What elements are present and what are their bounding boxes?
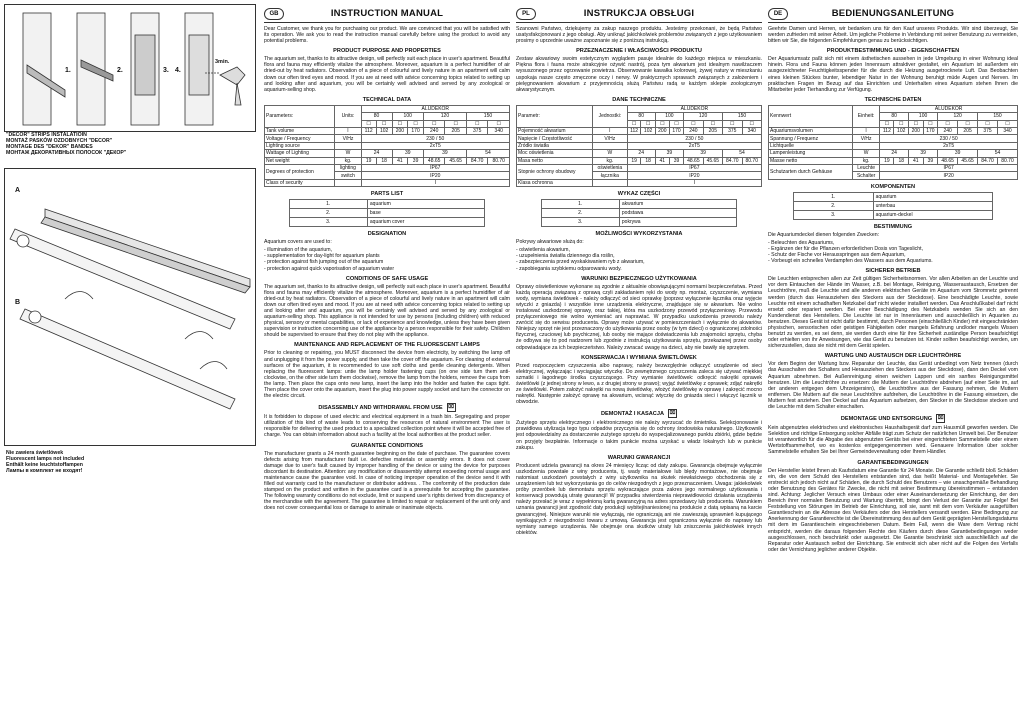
value-cell: 39 xyxy=(684,150,723,157)
row-label: Lampenleistung xyxy=(769,150,853,157)
brand-cell: ALUDEKOR xyxy=(361,105,509,112)
section-text: Vor dem Beginn der Wartung bzw. Reparatur der Leuchte, das Gerät unbedingt vom Netz trennen (durch das Ausschalten des Schalters und Herausziehen des Steckers aus der Steckdose), dann den Deckel vom Aquarium abnehmen. Bei Außenreinigung einen weichen Lappen und ein sanftes Reinigungsmittel benutzen. Um die Leuchtröhre zu ersetzen: die Muttern der Leuchtröhre abdrehen (auf einer Seite im, auf der anderen entgegen dem Uhrzeigersinn), die Leuchtröhre aus der Fassung nehmen, die Muttern entfernen. Die Muttern auf die neue Leuchtröhre aufdrehen, die Leuchtröhre in die Fassung einsetzen, die Muttern fest anziehen. Den Deckel auf das Aquarium aufsetzen, den Stecker in die Steckdose stecken und die Leuchte mit dem Schalter einschalten. xyxy=(768,361,1018,410)
value-cell: 80.70 xyxy=(997,157,1017,164)
step-label-2: 2. xyxy=(117,67,123,74)
section-heading: TECHNICAL DATA xyxy=(362,96,412,103)
value-cell: 340 xyxy=(488,128,510,135)
value-cell: 170 xyxy=(408,128,424,135)
units-label: Units: xyxy=(335,105,361,127)
list-item: - illumination of the aquarium, xyxy=(264,247,333,254)
section-heading: MOŻLIWOŚCI WYKORZYSTANIA xyxy=(595,231,683,238)
value-cell: 19 xyxy=(627,157,641,164)
value-cell: 112 xyxy=(361,128,376,135)
row-unit: Schalter xyxy=(852,172,879,179)
column-title: INSTRUCTION MANUAL xyxy=(330,8,444,19)
section-text: Pokrywy akwariowe służą do: xyxy=(516,239,584,246)
row-label: Aquariumsvolumen xyxy=(769,128,853,135)
value-cell: 18 xyxy=(641,157,655,164)
figure-label-a: A xyxy=(15,187,21,194)
value-cell: 340 xyxy=(997,128,1017,135)
recycle-bin-icon: ⌧ xyxy=(669,410,676,417)
value-cell: 45.65 xyxy=(703,157,722,164)
list-item: - oświetlenia akwarium, xyxy=(516,247,570,254)
value-cell: 41 xyxy=(909,157,924,164)
value-cell: 80.70 xyxy=(742,157,762,164)
value-cell: 41 xyxy=(655,157,669,164)
section-heading: KOMPONENTEN xyxy=(870,183,916,190)
part-name: aquarium xyxy=(873,192,992,201)
value-cell: 200 xyxy=(392,128,408,135)
value-cell: 24 xyxy=(627,150,655,157)
part-number: 1. xyxy=(794,192,874,201)
brand-cell: ALUDEKOR xyxy=(880,105,1018,112)
value-cell: 200 xyxy=(909,128,924,135)
row-label: Voltage / Frequency xyxy=(265,135,335,142)
value-cell: 2xT5 xyxy=(880,142,1018,149)
section-text: The manufacturer grants a 24 month guarantee beginning on the date of purchase. The guarantee covers defects arising from manufacturer fault i.e. defective materials or assembly errors. It does not cover damage due to user's fault caused by improper handling of the device or using the device for purposes discordant its destination. Attention: any modification or disassembly attempt exceeding normal usage and maintenance cause the guarantee void. In case of noticing improper operation of the device send it with filled out warranty card to the manufacturer or distributor address. . The conformity of the production date stamped on the product and written in the guarantee card is a prerequisite for accepting the guarantee. The following warranty conditions do not exclude, limit or suspend user's rights derived from discrepancy of the merchandise with the agreement. The guarantee is limited to repair or replacement of the unit only and does not cover consequential loss or damage to animate or inanimate objects. xyxy=(264,450,510,512)
part-name: aquarium-deckel xyxy=(873,210,992,219)
section-text: Prior to cleaning or repairing, you MUST disconnect the device from electricity, by switching the lamp off and unplugging it from the power supply, and then take the cover off the aquarium. For cleaning of external surfaces of the aquarium, it is recommended to use soft cloths and gentle cleaning detergents. When replacing the fluorescent lamps: untie the lamp holder fastening cups (on one side turn them anti-clockwise, on the other side turn them clockwise), remove the lamp from the holders, remove the cups from the lamp. Then place the caps onto new lamp, insert the lamp into the holder and fasten the caps tight. Then place the cover onto the aquarium, insert the plug into power supply socket and turn the connector on the electric circuit. xyxy=(264,350,510,400)
list-item: - Vorbeugt ein schnelles Verdampfen des Wassers aus dem Aquariums. xyxy=(768,258,933,265)
value-cell: 205 xyxy=(445,128,467,135)
section-heading xyxy=(516,409,762,418)
section-heading: SICHERER BETRIEB xyxy=(865,268,921,275)
part-name: aquarium cover xyxy=(367,218,484,227)
column-de xyxy=(768,8,1018,716)
size-cell: 120 xyxy=(684,113,723,120)
row-label: Degrees of protection xyxy=(265,164,335,179)
param-label: Kennwert xyxy=(769,105,853,127)
list-item: - supplementation for day-light for aquarium plants xyxy=(264,253,380,260)
part-name: akwarium xyxy=(619,200,736,209)
value-cell: 54 xyxy=(723,150,762,157)
row-label: Spannung / Frequenz xyxy=(769,135,853,142)
section-heading: GARANTIEBEDINGUNGEN xyxy=(857,459,929,466)
size-cell: 100 xyxy=(655,113,683,120)
language-badge: PL xyxy=(516,8,536,20)
section-text: Die Leuchten entsprechen allen zur Zeit gültigen Sicherheitsnormen. Vor allen Arbeiten an der Leuchte und vor dem Eintauchen der Hände im Wasser, z.B. bei Montage, Reinigung, Wasseraustausch, Ersetzen der Leuchtröhre, muß die Leuchte und alle anderen elektrischen Geräte im Aquarium vom Stromnetz getrennt werden (durch das Herausziehen des Steckers aus der Steckdose). Eine beschädigte Leuchte, sowie Leuchte mit einem schadhaften Netzkabel darf nicht wieder installiert werden. Das Anschlußkabel darf nicht ersetzt oder repariert werden. Bei einer Beschädigung des Netzkabels wenden Sie sich an den Kundendienst des Herstellers. Die Leuchte ist nur in Innenräumen und ausschließlich in Aquarien zu benutzen. Dieses Gerät ist nicht dafür bestimmt, durch Personen (einschließlich Kinder) mit eingeschränkten physischen, sensorischen oder geistigen Fähigkeiten oder mangels Erfahrung und/oder mangels Wissen benutzt zu werden, es sei denn, sie werden durch eine für ihre Sicherheit zuständige Person beaufsichtigt oder erhielten von ihr Anweisungen, wie das Gerät zu benutzen ist. Kinder sollten beaufsichtigt werden, um sicherzustellen, dass sie nicht mit dem Gerät spielen. xyxy=(768,276,1018,350)
lamps-not-included-caption xyxy=(6,450,84,474)
decor-strip-installation-figure xyxy=(4,4,256,132)
step-label-4: 4. xyxy=(175,67,181,74)
row-label: Napięcie / Częstotliwość xyxy=(517,135,593,142)
value-cell: IP20 xyxy=(361,172,509,179)
value-cell: 80.70 xyxy=(488,157,510,164)
section-heading: TECHNISCHE DATEN xyxy=(864,96,922,103)
caption-line: "DECOR" STRIPS INSTALATIOIN xyxy=(6,132,87,138)
value-cell: 340 xyxy=(742,128,762,135)
column-title: INSTRUKCJA OBSŁUGI xyxy=(583,8,695,19)
value-cell: I xyxy=(627,179,761,186)
value-cell: 230 / 50 xyxy=(880,135,1018,142)
value-cell: 18 xyxy=(894,157,909,164)
section-text: Aquarium covers are used to: xyxy=(264,239,332,246)
row-label: Schutzarten durch Gehäuse xyxy=(769,164,853,179)
param-label: Parameters: xyxy=(265,105,335,127)
row-unit: W xyxy=(852,150,879,157)
row-label: Lichtquelle xyxy=(769,142,853,149)
part-number: 1. xyxy=(289,200,367,209)
row-unit: W xyxy=(592,150,627,157)
units-label: Jednostki: xyxy=(592,105,627,127)
figure-label-b: B xyxy=(15,299,21,306)
part-number: 3. xyxy=(541,218,619,227)
technical-data-table: Parametr: Jednostki: ALUDEKOR 80 100 120 150 ☐ ☐ ☐ ☐ ☐ ☐ ☐ ☐ Pojemność akwarium l 112 102 200 170 240 205 375 340 Napięcie / Częstotliwość V/Hz 230 / 50 Źródło światła 2xT5 Moc oświetlenia W 24 39 39 54 Masa netto kg. 19 18 41 39 48.65 45.65 84.70 80.70 Stopnie ochrony obudowy oświetlenia IP67 łącznika IP20 Klasa ochronna I xyxy=(516,105,762,187)
section-heading: MAINTENANCE AND REPLACEMENT OF THE FLUORESCENT LAMPS xyxy=(294,342,480,349)
value-cell: 205 xyxy=(958,128,978,135)
lamp-assembly-figure xyxy=(4,168,256,446)
section-heading: PRODUKTBESTIMMUNG UND - EIGENSCHAFTEN xyxy=(826,48,960,55)
list-item: - zabezpieczenia przed wyskakiwaniem ryb z akwarium, xyxy=(516,259,645,266)
row-unit: V/Hz xyxy=(852,135,879,142)
size-cell: 100 xyxy=(909,113,938,120)
section-text: Der Hersteller leistet Ihnen ab Kaufsdatum eine Garantie für 24 Monate. Die Garantie schließt bloß Schäden ein, die von dem Schuld des Herstellers entstanden sind, das heißt Material- und Montagefehler. Sie erstreckt sich jedoch nicht auf Schäden, die durch Schuld des Benutzers – wie unsachgemäße Behandlung oder Benutzung des Gerätes für Zwecke, die nicht mit seiner Bestimmung übereinstimmen – entstanden sind. Achtung: Jeglicher Versuch eines Umbaus oder einer Auseinandersetzung der Einrichtung, der den Bereich ihrer normalen Benutzung und Wartung übertritt, bringt den Verlust der Garantie zur Folge! Bei Feststellung von Störungen im Betrieb der Einrichtung, soll sie, samt mit dem vom Verkäufer ausgefüllten Garantieschein an die Adresse des Verkäufers oder des Herstellers versandt werden. Eine Bedingung zur Anerkennung der Garantierechte ist die Übereinstimmung des auf dem Gerät geprägten Herstellungsdatums mit dem im Garantieschein eingeschriebenen Datum. Beim Fall, wenn die Ware dem Vertrag nicht entspricht, werden die daraus folgenden Rechte des Käufers durch diese Garantiebedingungen weder ausgeschlossen, noch beschränkt oder ausgesetzt. Die Garantie beschränkt sich ausschließlich auf die Reparatur oder Austausch selbst der Einrichtung. Sie erstreckt sich aber nicht auf die Folgen des Verfalls oder der Vernichtung jeglicher anderer Objekte. xyxy=(768,467,1018,553)
section-text: Przed rozpoczęciem czyszczenia albo naprawy, należy bezwzględnie odłączyć urządzenie od sieci elektrycznej, wyłączając i wyciągając wtyczkę. Do zewnętrznego czyszczenia zaleca się używać miękkiej szmatki i łagodnego środka czyszczącego. Przy wymianie świetlówek: odkręcić nakrętki oprawek świetlówki (z jednej strony w lewo, a z drugiej strony w prawo); wyjąć świetlówkę z oprawek; zdjąć nakrętki ze świetlówki. Potem założyć nakrętki na nową świetlówkę, włożyć świetlówkę w oprawę i zakręcić mocno nakrętki. Następnie założyć oprawę na akwarium, wcisnąć wtyczkę do gniazda sieci i włączyć łącznik w obwodzie. xyxy=(516,362,762,406)
section-heading: BESTIMMUNG xyxy=(873,223,913,230)
column-header xyxy=(768,8,1018,23)
row-unit: l xyxy=(592,128,627,135)
row-label: Stopnie ochrony obudowy xyxy=(517,164,593,179)
designation-list xyxy=(516,247,762,271)
caption-line: Fluorescent lamps not included xyxy=(6,456,85,462)
row-unit xyxy=(335,142,361,149)
value-cell: 39 xyxy=(923,157,938,164)
section-heading-text: DEMONTAGE UND ENTSORGUNG xyxy=(840,416,933,423)
section-heading: WARUNKI GWARANCJI xyxy=(607,454,671,461)
value-cell: IP67 xyxy=(880,164,1018,171)
recycle-bin-icon: ⌧ xyxy=(937,415,944,422)
section-text: Die Aquariumdeckel dienen folgenden Zwecken: xyxy=(768,231,880,238)
part-number: 3. xyxy=(289,218,367,227)
row-unit: l xyxy=(852,128,879,135)
size-cell: 120 xyxy=(938,113,978,120)
value-cell: 375 xyxy=(978,128,998,135)
column-header xyxy=(264,8,510,23)
value-cell: IP67 xyxy=(627,164,761,171)
size-cell: 80 xyxy=(627,113,655,120)
section-heading: PRZEZNACZENIE I WŁAŚCIWOŚCI PRODUKTU xyxy=(576,48,702,55)
row-unit: kg. xyxy=(852,157,879,164)
value-cell: 240 xyxy=(938,128,958,135)
row-label: Masse netto xyxy=(769,157,853,164)
list-item: - protection against fish jumping out of the aquarium xyxy=(264,259,384,266)
row-unit: V/Hz xyxy=(592,135,627,142)
value-cell: 205 xyxy=(703,128,722,135)
section-heading-text: DISASSEMBLY AND WITHDRAWAL FROM USE xyxy=(318,405,443,412)
part-name: pokrywa xyxy=(619,218,736,227)
lamp-assembly-drawing xyxy=(5,169,255,445)
value-cell: 84.70 xyxy=(466,157,488,164)
caption-line: Лампы в комплект не входят! xyxy=(6,468,83,474)
value-cell: 240 xyxy=(684,128,703,135)
value-cell: 24 xyxy=(361,150,392,157)
value-cell: 19 xyxy=(361,157,376,164)
section-heading: DESIGNATION xyxy=(367,231,407,238)
part-name: podstawa xyxy=(619,209,736,218)
row-unit: lighting xyxy=(335,164,361,171)
illustration-column xyxy=(4,4,256,720)
value-cell: 48.65 xyxy=(938,157,958,164)
caption-line: MONTAGE DES "DEKOR" BANDES xyxy=(6,144,93,150)
value-cell: 24 xyxy=(880,150,909,157)
section-heading: KONSERWACJA I WYMIANA ŚWIETLÓWEK xyxy=(581,354,697,361)
value-cell: 112 xyxy=(627,128,641,135)
value-cell: 39 xyxy=(655,150,683,157)
value-cell: 375 xyxy=(723,128,742,135)
value-cell: 170 xyxy=(923,128,938,135)
value-cell: 84.70 xyxy=(723,157,742,164)
installation-caption xyxy=(6,132,126,156)
size-cell: 80 xyxy=(361,113,392,120)
value-cell: 200 xyxy=(655,128,669,135)
section-heading: WARTUNG UND AUSTAUSCH DER LEUCHTRÖHRE xyxy=(824,353,962,360)
caption-line: Nie zawiera świetlówek xyxy=(6,450,64,456)
value-cell: 45.65 xyxy=(445,157,467,164)
value-cell: 45.65 xyxy=(958,157,978,164)
list-item: - uzupełnienia światła dziennego dla roślin, xyxy=(516,253,615,260)
size-cell: 100 xyxy=(392,113,423,120)
part-name: aquarium xyxy=(367,200,484,209)
value-cell: 102 xyxy=(641,128,655,135)
section-text: The aquarium set, thanks to its attractive design, will perfectly suit each place in user's apartment. Beautiful flora and fauna may efficiently vitalize the atmosphere. Moreover, aquarium is a perfect humidifier of air dried-out by heat radiators. Observation of a piece of colourful and lively nature in an apartment will calm down our often tired eyes and mood. If you are at need with advice concerning topics related to setting up and looking after and aquarium, you will be certainly well advised and served by any zoological or aquarium-selling shop. xyxy=(264,56,510,93)
value-cell: 18 xyxy=(376,157,392,164)
language-badge: DE xyxy=(768,8,788,20)
section-text: It is forbidden to dispose of used electric and electrical equipment in a trash bin. Segregating and proper utilization of this kind of waste leads to conserving the resources of natural environment The user is responsible for delivering the used product to a specialized collection point where it will be accepted free of charge. You can obtain information about such a facility at the local authorities at the product seller. xyxy=(264,414,510,439)
column-title: BEDIENUNGSANLEITUNG xyxy=(831,8,955,19)
part-number: 3. xyxy=(794,210,874,219)
list-item: - zapobiegania szybkiemu odparowaniu wody. xyxy=(516,265,622,272)
row-label: Lighting source xyxy=(265,142,335,149)
step-label-1: 1. xyxy=(65,67,71,74)
row-label: Wattage of Lighting xyxy=(265,150,335,157)
value-cell: IP67 xyxy=(361,164,509,171)
section-heading: PRODUCT PURPOSE AND PROPERTIES xyxy=(333,48,441,55)
parts-table xyxy=(793,192,993,220)
column-pl xyxy=(516,8,762,716)
list-item: - Schutz der Fische vor Herausspringen aus dem Aquarium, xyxy=(768,252,906,259)
list-item: - Beleuchten des Aquariums, xyxy=(768,239,835,246)
list-item: - Ergänzen der für die Pflanzen erforderlichen Dosis von Tageslicht, xyxy=(768,245,924,252)
part-number: 1. xyxy=(541,200,619,209)
value-cell: 375 xyxy=(466,128,488,135)
section-text: Oprawy oświetleniowe wykonane są zgodnie z aktualnie obowiązującymi normami bezpieczeństwa. Przed każdą operacją związaną z oprawą czyli zakładaniem ręki do wody np. montaż, czyszczenie, wymiana wody, wymiana świetlówek - należy odłączyć od sieci oprawkę (poprzez wyłączenie łącznika oraz wyjęcie wtyczki z gniazda) i wszystkie inne urządzenia elektryczne, znajdujące się w akwarium. Nie wolno instalować uszkodzonej oprawy, oraz takiej, która ma uszkodzony przewód przyłączeniowy. Przewodu przyłączeniowego nie wolno wymieniać ani naprawiać. W przypadku uszkodzenia przewodu należy zwrócić się do serwisu producenta. Oprawy może używać w pomieszczeniach i wyłącznie do akwariów. Niniejszy sprzęt nie jest przeznaczony do użytkowania przez osoby (w tym dzieci) o ograniczonej zdolności fizycznej, czuciowej lub psychicznej, lub osoby nie mające doświadczenia lub znajomości sprzętu, chyba że odbywa się to pod nadzorem lub zgodnie z instrukcją użytkowania sprzętu, przekazanej przez osoby odpowiadające za ich bezpieczeństwo. Należy zwracać uwagę na dzieci, aby nie bawiły się sprzętem. xyxy=(516,283,762,351)
row-unit: V/Hz xyxy=(335,135,361,142)
value-cell: 230 / 50 xyxy=(627,135,761,142)
value-cell: 102 xyxy=(894,128,909,135)
section-heading xyxy=(264,403,510,412)
size-cell: 80 xyxy=(880,113,909,120)
section-heading: WYKAZ CZĘŚCI xyxy=(617,191,661,198)
section-text: Zestaw akwariowy swoim estetycznym wyglądem pasuje idealnie do każdego miejsca w mieszkaniu. Piękna flora i fauna może atrakcyjnie ożywić nastrój, poza tym akwarium jest idealnym nawilżaczem wysuszonego przez ogrzewanie powietrza. Obserwowanie kawałka kolorowej, żywej natury w mieszkaniu uspokaja nasze często zmęczone oczy i nerwy. W praktycznych sprawach związanych z założeniem i pielęgnowaniem akwarium z przyjemnością służą Państwu radą w każdym sklepie zoologicznym akwarystycznym. xyxy=(516,56,762,93)
size-cell: 150 xyxy=(978,113,1018,120)
value-cell: 54 xyxy=(466,150,509,157)
part-name: base xyxy=(367,209,484,218)
row-label: Class of security xyxy=(265,179,335,186)
value-cell: 54 xyxy=(978,150,1018,157)
parts-table xyxy=(289,199,486,227)
value-cell: 19 xyxy=(880,157,894,164)
technical-data-table: Kennwert Einheit: ALUDEKOR 80 100 120 150 ☐ ☐ ☐ ☐ ☐ ☐ ☐ ☐ Aquariumsvolumen l 112 102 200 170 240 205 375 340 Spannung / Frequenz V/Hz 230 / 50 Lichtquelle 2xT5 Lampenleistung W 24 39 39 54 Masse netto kg. 19 18 41 39 48.65 45.65 84.70 80.70 Schutzarten durch Gehäuse Leuchte IP67 Schalter IP20 xyxy=(768,105,1018,180)
value-cell: 84.70 xyxy=(978,157,998,164)
value-cell: 2xT5 xyxy=(361,142,509,149)
section-heading-text: DEMONTAŻ I KASACJA xyxy=(601,411,664,418)
part-number: 2. xyxy=(794,201,874,210)
size-cell: 120 xyxy=(423,113,466,120)
part-number: 2. xyxy=(541,209,619,218)
section-heading: WARUNKI BEZPIECZNEGO UŻYTKOWANIA xyxy=(581,275,697,282)
value-cell: IP20 xyxy=(880,172,1018,179)
column-gb xyxy=(264,8,510,716)
brand-cell: ALUDEKOR xyxy=(627,105,761,112)
row-label: Masa netto xyxy=(517,157,593,164)
language-badge: GB xyxy=(264,8,284,20)
intro-text: Dear Customer, we thank you for purchasing our product. We are convinced that you will be satisfied with its operation. We ask you to read the instruction manual carefully before using the product to avoid any potential problems. xyxy=(264,26,510,45)
list-item: - protection against quick vaporisation of aquarium water xyxy=(264,265,395,272)
section-heading: DANE TECHNICZNE xyxy=(612,96,666,103)
row-unit: Leuchte xyxy=(852,164,879,171)
row-unit: kg. xyxy=(335,157,361,164)
size-cell: 150 xyxy=(723,113,762,120)
recycle-bin-icon: ⌧ xyxy=(448,404,455,411)
row-label: Moc oświetlenia xyxy=(517,150,593,157)
value-cell: 39 xyxy=(408,157,424,164)
value-cell: 170 xyxy=(669,128,683,135)
section-text: Producent udziela gwarancji na okres 24 miesięcy licząc od daty zakupu. Gwarancja obejmuje wyłącznie uszkodzenia powstałe z winy producenta, tj. wady materiałowe lub błędy montażowe, nie obejmuje natomiast uszkodzeń powstałych z winy użytkownika na skutek niewłaściwego obchodzenia się z urządzeniem lub też wykorzystania go do celów niezgodnych z jego przeznaczeniem. Uwaga: jakiekolwiek próby przeróbek lub demontażu sprzętu wykraczające poza zakres jego normalnego użytkowania i konserwacji powodują utratę gwarancji! W przypadku stwierdzenia nieprawidłowości działania urządzenia należy przesłać je wraz z wypełnioną kartą gwarancyjną na adres sprzedawcy lub producenta. Warunkiem uznania gwarancji jest zgodność daty produkcji wybitej/naniesionej na produkcie z datą wpisaną na karcie gwarancyjnej. Niniejsze warunki nie wyłączają, nie ograniczają ani nie zawieszają uprawnień kupującego wynikających z niezgodności towaru z umową. Gwarancja jest ograniczona wyłącznie do naprawy lub wymiany samego urządzenia. Nie obejmuje ona skutków utraty lub zniszczenia jakichkolwiek innych obiektów. xyxy=(516,462,762,536)
part-number: 2. xyxy=(289,209,367,218)
value-cell: 102 xyxy=(376,128,392,135)
column-header xyxy=(516,8,762,23)
value-cell: 230 / 50 xyxy=(361,135,509,142)
value-cell: 39 xyxy=(392,150,423,157)
section-text: Zużytego sprzętu elektrycznego i elektronicznego nie należy wyrzucać do śmietnika. Selekcjonowanie i prawidłowa utylizacja tego typu odpadów przyczynia się do ochrony środowiska naturalnego. Użytkownik jest odpowiedzialny za dostarczenie zużytego sprzętu do wyspecjalizowanego punktu zbiórki, gdzie będzie on przyjęty bezpłatnie. Informacje o takim punkcie można uzyskać u władz lokalnych lub w punkcie zakupu. xyxy=(516,420,762,451)
value-cell: I xyxy=(361,179,509,186)
value-cell: 39 xyxy=(423,150,466,157)
parts-table xyxy=(541,199,738,227)
intro-text: Szanowni Państwo, dziękujemy za zakup naszego produktu. Jesteśmy przekonani, że będą Państwo usatysfakcjonowani z jego obsługi. Aby uniknąć jakichkolwiek problemów związanych z jego użytkowaniem prosimy o uprzednie uważne zapoznanie się z poniższą instrukcją. xyxy=(516,26,762,45)
row-unit: W xyxy=(335,150,361,157)
dryer-time-note: 3min. xyxy=(215,59,230,65)
section-text: The aquarium set, thanks to its attractive design, will perfectly suit each place in user's apartment. Beautiful flora and fauna may efficiently vitalize the atmosphere. Moreover, aquarium is a perfect humidifier of air dried-out by heat radiators. Observation of a piece of colourful and lively nature in an apartment will calm down our often tired eyes and mood. If you are at need with advice concerning topics related to setting up and looking after and aquarium, you will be certainly well advised and served by any zoological or aquarium-selling shop. This appliance is not intended for use by persons (including children) with reduced physical, sensory or mental capabilities, or lack of experience and knowledge, unless they have been given supervision or instruction concerning use of the appliance by a person responsible for their safety. Children should be supervised to ensure that they do not play with the appliance. xyxy=(264,283,510,339)
row-unit: łącznika xyxy=(592,172,627,179)
row-unit: oświetlenia xyxy=(592,164,627,171)
section-text: Kein abgenutztes elektrisches und elektronisches Haushaltsgerät darf zum Hausmüll geworfen werden. Die Selektion und richtige Entsorgung solcher Abfälle trägt zum Schutz der natürlichen Umwelt bei. Der Benutzer ist verantwortlich für die Abgabe des abgenutzten Geräts bei einer eingerichteten Sammelstelle oder einem Wertstoffsammelhof, wo es kostenlos entgegengenommen wird. Genauere Information über solcher Sammelstelle erhalten Sie bei Ihrer Gemeindeverwaltung oder Ihrem Händler. xyxy=(768,425,1018,456)
row-unit xyxy=(592,142,627,149)
row-unit: kg. xyxy=(592,157,627,164)
technical-data-table: Parameters: Units: ALUDEKOR 80 100 120 150 ☐ ☐ ☐ ☐ ☐ ☐ ☐ ☐ Tank volume l 112 102 200 170 240 205 375 340 Voltage / Frequency V/Hz 230 / 50 Lighting source 2xT5 Wattage of Lighting W 24 39 39 54 Net weight kg. 19 18 41 39 48.65 45.65 84.70 80.70 Degrees of protection lighting IP67 switch IP20 Class of security I xyxy=(264,105,510,187)
section-heading: GUARANTEE CONDITIONS xyxy=(350,442,424,449)
designation-list xyxy=(264,247,510,271)
value-cell: 48.65 xyxy=(684,157,703,164)
row-unit: l xyxy=(335,128,361,135)
step-label-3: 3. xyxy=(163,67,169,74)
value-cell: IP20 xyxy=(627,172,761,179)
value-cell: 39 xyxy=(669,157,683,164)
part-name: unterbau xyxy=(873,201,992,210)
size-cell: 150 xyxy=(466,113,509,120)
value-cell: 112 xyxy=(880,128,894,135)
value-cell: 41 xyxy=(392,157,408,164)
value-cell: 240 xyxy=(423,128,445,135)
param-label: Parametr: xyxy=(517,105,593,127)
intro-text: Geehrte Damen und Herren, wir bedanken uns für den Kauf unseres Produkts. Wir sind überzeugt, Sie werden zufrieden mit seiner Arbeit. Um jegliche Probleme in Verbindung mit seiner Benutzung zu vermeiden, bitten wir Sie, die folgenden Empfehlungen genau zu berücksichtigen. xyxy=(768,26,1018,45)
row-label: Źródło światła xyxy=(517,142,593,149)
row-label: Klasa ochronna xyxy=(517,179,593,186)
section-text: Der Aquariumsatz paßt sich mit einem ästhetischen aussehen in jede Umgebung in einer Wohnung ideal hinein. Flora und Fauna können jeden Innenraum attraktiver gestaltet, ein Aquarium ist außerdem ein ausgezeichneter Feuchtigkeitsspender für die durch die Heizung ausgetrocknete Luft. Das Beobachten eines kleinen Stückes bunter, lebendiger Natur in der Wohnung beruhigt müde Augen und Nerven. Im praktischen Fragen im Bezug auf das Einrichten und Unterhalten eines Aquarium stehen Ihnen die Mitarbeiter jeder Tierhandlung zur Verfügung. xyxy=(768,56,1018,93)
row-unit xyxy=(852,142,879,149)
installation-steps-drawing xyxy=(5,5,255,131)
section-heading xyxy=(768,414,1018,423)
row-label: Tank volume xyxy=(265,128,335,135)
caption-line: MONTAŻ PASKÓW OZDOBNYCH "DECOR" xyxy=(6,138,113,144)
caption-line: Enthält keine leuchtstoffampen xyxy=(6,462,83,468)
units-label: Einheit: xyxy=(852,105,879,127)
designation-list xyxy=(768,240,1018,264)
row-unit: switch xyxy=(335,172,361,179)
row-label: Pojemność akwarium xyxy=(517,128,593,135)
value-cell: 39 xyxy=(909,150,938,157)
value-cell: 48.65 xyxy=(423,157,445,164)
value-cell: 39 xyxy=(938,150,978,157)
row-label: Net weight xyxy=(265,157,335,164)
caption-line: МОНТАЖ ДЕКОРАТИВНЫХ ПОЛОСОК "ДЕКОР" xyxy=(6,150,127,156)
value-cell: 2xT5 xyxy=(627,142,761,149)
section-heading: CONDITIONS OF SAFE USAGE xyxy=(345,275,429,282)
section-heading: PARTS LIST xyxy=(370,191,404,198)
